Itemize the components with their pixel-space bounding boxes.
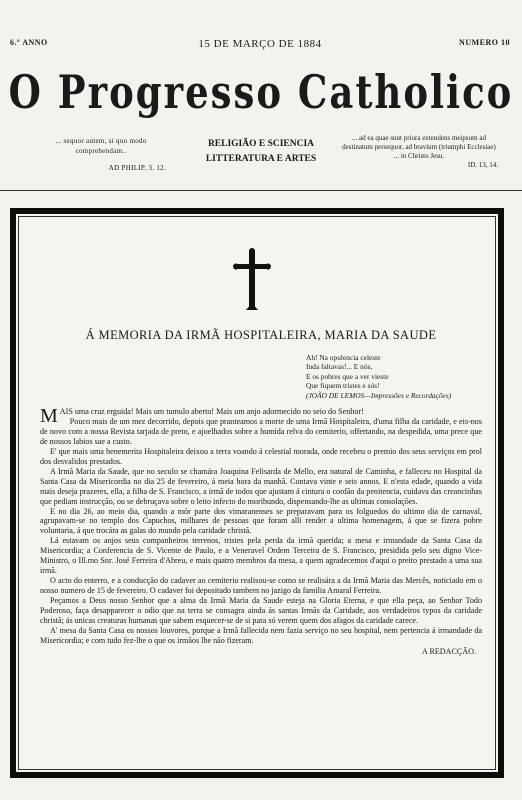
issue-date: 15 DE MARÇO DE 1884 [198, 38, 322, 50]
header-line [10, 38, 510, 52]
masthead-title: O Progresso Catholico [8, 64, 514, 119]
epigraph-left-text: ... sequor autem, si quo modo comprehendam.. [55, 137, 147, 155]
paragraph: Lá estavam os anjos seus companheiros terrenos, tristes pela perda da irmã querida; a mesa e irmandade da Santa Casa da Misericordia; a Conferencia de S. Vicente de Paulo, e a Veneravel Ordem Terceira de S. Francisco, presidida pelo seu digno Vice-Ministro, o Ill.mo Snr. José Ferreira d'Abreu, e mais quatro membros da mesa, a quem agradecemos d'aqui o preito prestado a uma sua irmã. [40, 536, 482, 576]
poem-line: E os pobres que a ver vieste [306, 371, 389, 381]
year-label: 6.º ANNO [10, 38, 48, 47]
motto-line-1: RELIGIÃO E SCIENCIA [207, 139, 315, 149]
motto-line-2: LITTERATURA E ARTES [205, 154, 317, 164]
paragraph: A Irmã Maria da Saude, que no seculo se chamára Joaquina Felisarda de Mello, era natural de Caminha, e falleceu no Hospital da Santa Casa da Misericordia no dia 25 de fevereiro, á meia hora da manhã. Contava vinte e seis annos. E n'esta edade, quando a vida mais deseja prazeres, ella, a filha de S. Francisco, a irmã de todos que ajustam á cintura o cordão da penitencia, cuidava das creancinhas que pediam instrucção, ou se debruçava sobre o leito infecto do moribundo, dispensando-lhe as ultimas consolações. [40, 466, 482, 506]
paragraph-first-text: AIS uma cruz erguida! Mais um tumulo aberto! Mais um anjo adormecido no seio do Senhor! [59, 407, 364, 416]
epigraph-right-ref: ID. 13, 14. [467, 161, 498, 169]
article-title: Á MEMORIA DA IRMÃ HOSPITALEIRA, MARIA DA SAUDE [85, 328, 437, 342]
paragraph: Pouco mais de um mez decorrido, depois que pranteamos a morte de uma Irmã Hospitaleira, d'uma filha da caridade, e eis-nos de novo com a nossa Revista tarjada de preto, e ajoelhados sobre a humida relva do cemiterio, offertando, na despedida, uma prece que de nossos labios sae a custo. [40, 416, 482, 446]
signature: A REDACÇÃO. [422, 646, 476, 656]
poem-line: Inda faltavas!... E nós, [306, 362, 373, 372]
paragraph-first [40, 405, 482, 427]
poem-line: Que fiquem tristes e sós! [306, 381, 380, 391]
cross-icon [232, 248, 272, 312]
paragraph: Peçamos a Deus nosso Senhor que a alma da Irmã Maria da Saude esteja na Gloria Eterna, e que ella peça, ao Senhor Todo Poderoso, faça desapparecer o odio que na terra se consagra ainda ás santas Irmãs da Caridade, aos verdadeiros typos da caridade christã; ás unicas creaturas humanas que sabem esquecer-se de si para só verem quem dos afagos da caridade carece. [40, 596, 482, 626]
poem-line: Ah! Na opulencia celeste [306, 353, 381, 362]
poem-epigraph [306, 353, 496, 400]
drop-cap: M [40, 405, 58, 427]
paragraph: E no dia 26, ao meio dia, quando a mór parte dos vimaranenses se preparavam para os folguedos do ultimo dia de carnaval, agrupavam-se no templo dos Capuchos, milhares de pessoas que foram alli render a ultima homenagem, á que se fizera pobre voluntaria, á que trocára as galas do mundo pela caridade christã. [40, 506, 482, 536]
motto [186, 137, 336, 167]
epigraph-left-ref: AD PHILIP. 3. 12. [108, 164, 166, 172]
epigraph-left [36, 136, 166, 173]
poem-citation: (JOÃO DE LEMOS—Impressões e Recordações) [306, 390, 452, 400]
epigraph-right-text: ... ad ea quae sunt priora extendens meipsum ad destinatum persequor, ad bravium (triumphi Ecclesiae) ... in Christo Jesu. [342, 134, 496, 160]
epigraph-right [340, 134, 498, 170]
article-body [40, 407, 482, 657]
issue-number: NUMERO 10 [459, 38, 510, 47]
header-divider [0, 190, 522, 191]
paragraph: A' mesa da Santa Casa os nossos louvores, porque a Irmã fallecida nem fazia serviço no seu hospital, nem pertencia á irmandade da Misericordia; e com tudo fez-lhe o que os irmãos lhe não fizeram. [40, 625, 482, 645]
paragraph: E' que mais uma benemerita Hospitaleira deixou a terra voando á celestial morada, onde recebeu o premio dos seus serviços em prol dos desvalidos prestados. [40, 446, 482, 466]
paragraph: O acto do enterro, e a conducção do cadaver ao cemiterio realisou-se como se realisára a da Irmã Maria das Mercês, noticiado em o nosso numero de 15 de fevereiro. O cadaver foi depositado tambem no jazigo da familia Amaral Ferreira. [40, 576, 482, 596]
